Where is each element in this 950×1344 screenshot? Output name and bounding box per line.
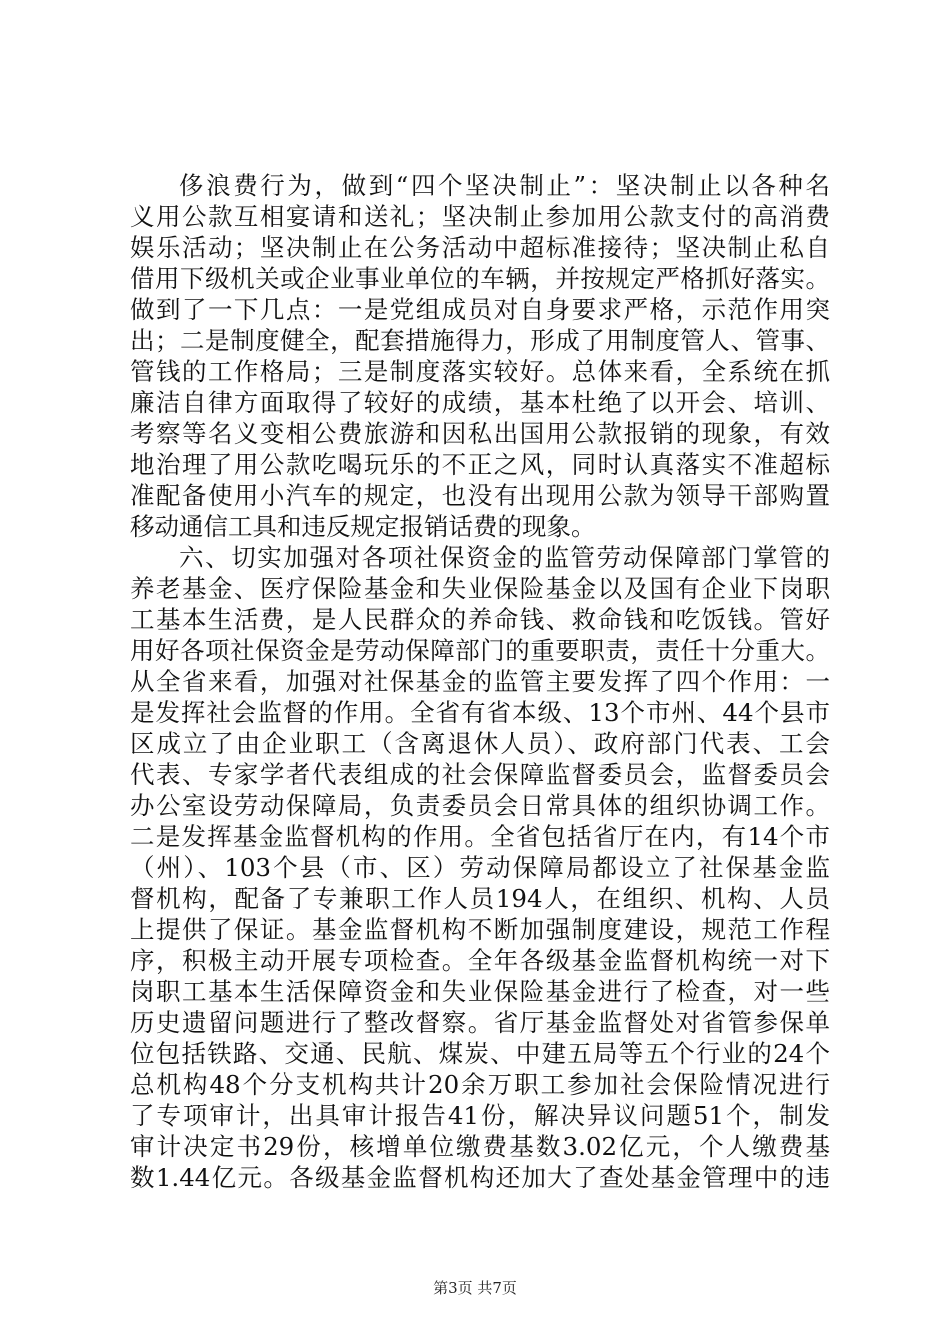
text-line: 义用公款互相宴请和送礼；坚决制止参加用公款支付的高消费 bbox=[130, 202, 830, 231]
page-footer bbox=[0, 1277, 950, 1298]
text-line: 代表、专家学者代表组成的社会保障监督委员会，监督委员会 bbox=[130, 760, 830, 789]
text-line: 养老基金、医疗保险基金和失业保险基金以及国有企业下岗职 bbox=[130, 574, 830, 603]
text-line: 工基本生活费，是人民群众的养命钱、救命钱和吃饭钱。管好 bbox=[130, 605, 830, 634]
text-line: 准配备使用小汽车的规定，也没有出现用公款为领导干部购置 bbox=[130, 481, 830, 510]
text-line: 管钱的工作格局；三是制度落实较好。总体来看，全系统在抓 bbox=[130, 357, 830, 386]
document-body bbox=[130, 170, 830, 1193]
text-line: （州）、103个县（市、区）劳动保障局都设立了社保基金监 bbox=[130, 853, 830, 882]
text-line: 从全省来看，加强对社保基金的监管主要发挥了四个作用：一 bbox=[130, 667, 830, 696]
text-line: 办公室设劳动保障局，负责委员会日常具体的组织协调工作。 bbox=[130, 791, 830, 820]
text-line: 移动通信工具和违反规定报销话费的现象。 bbox=[130, 512, 596, 541]
text-line: 廉洁自律方面取得了较好的成绩，基本杜绝了以开会、培训、 bbox=[130, 388, 830, 417]
text-line: 用好各项社保资金是劳动保障部门的重要职责，责任十分重大。 bbox=[130, 636, 830, 665]
text-line: 出；二是制度健全，配套措施得力，形成了用制度管人、管事、 bbox=[130, 326, 830, 355]
text-line: 娱乐活动；坚决制止在公务活动中超标准接待；坚决制止私自 bbox=[130, 233, 830, 262]
paragraph-1 bbox=[130, 170, 830, 542]
text-line: 上提供了保证。基金监督机构不断加强制度建设，规范工作程 bbox=[130, 915, 830, 944]
text-line: 侈浪费行为，做到“四个坚决制止”：坚决制止以各种名 bbox=[179, 171, 830, 200]
text-line: 序，积极主动开展专项检查。全年各级基金监督机构统一对下 bbox=[130, 946, 830, 975]
text-line: 区成立了由企业职工（含离退休人员）、政府部门代表、工会 bbox=[130, 729, 830, 758]
text-line: 六、切实加强对各项社保资金的监管劳动保障部门掌管的 bbox=[179, 543, 830, 572]
text-line: 数1.44亿元。各级基金监督机构还加大了查处基金管理中的违 bbox=[130, 1163, 830, 1192]
text-line: 二是发挥基金监督机构的作用。全省包括省厅在内，有14个市 bbox=[130, 822, 830, 851]
page-number-label: 第3页 共7页 bbox=[433, 1279, 517, 1297]
text-line: 总机构48个分支机构共计20余万职工参加社会保险情况进行 bbox=[130, 1070, 830, 1099]
text-line: 位包括铁路、交通、民航、煤炭、中建五局等五个行业的24个 bbox=[130, 1039, 830, 1068]
text-line: 考察等名义变相公费旅游和因私出国用公款报销的现象，有效 bbox=[130, 419, 830, 448]
paragraph-2 bbox=[130, 542, 830, 1193]
text-line: 岗职工基本生活保障资金和失业保险基金进行了检查，对一些 bbox=[130, 977, 830, 1006]
text-line: 了专项审计，出具审计报告41份，解决异议问题51个，制发 bbox=[130, 1101, 830, 1130]
text-line: 地治理了用公款吃喝玩乐的不正之风，同时认真落实不准超标 bbox=[130, 450, 830, 479]
text-line: 借用下级机关或企业事业单位的车辆，并按规定严格抓好落实。 bbox=[130, 264, 830, 293]
text-line: 历史遗留问题进行了整改督察。省厅基金监督处对省管参保单 bbox=[130, 1008, 830, 1037]
text-line: 做到了一下几点：一是党组成员对自身要求严格，示范作用突 bbox=[130, 295, 830, 324]
text-line: 督机构，配备了专兼职工作人员194人，在组织、机构、人员 bbox=[130, 884, 830, 913]
text-line: 审计决定书29份，核增单位缴费基数3.02亿元，个人缴费基 bbox=[130, 1132, 830, 1161]
text-line: 是发挥社会监督的作用。全省有省本级、13个市州、44个县市 bbox=[130, 698, 830, 727]
